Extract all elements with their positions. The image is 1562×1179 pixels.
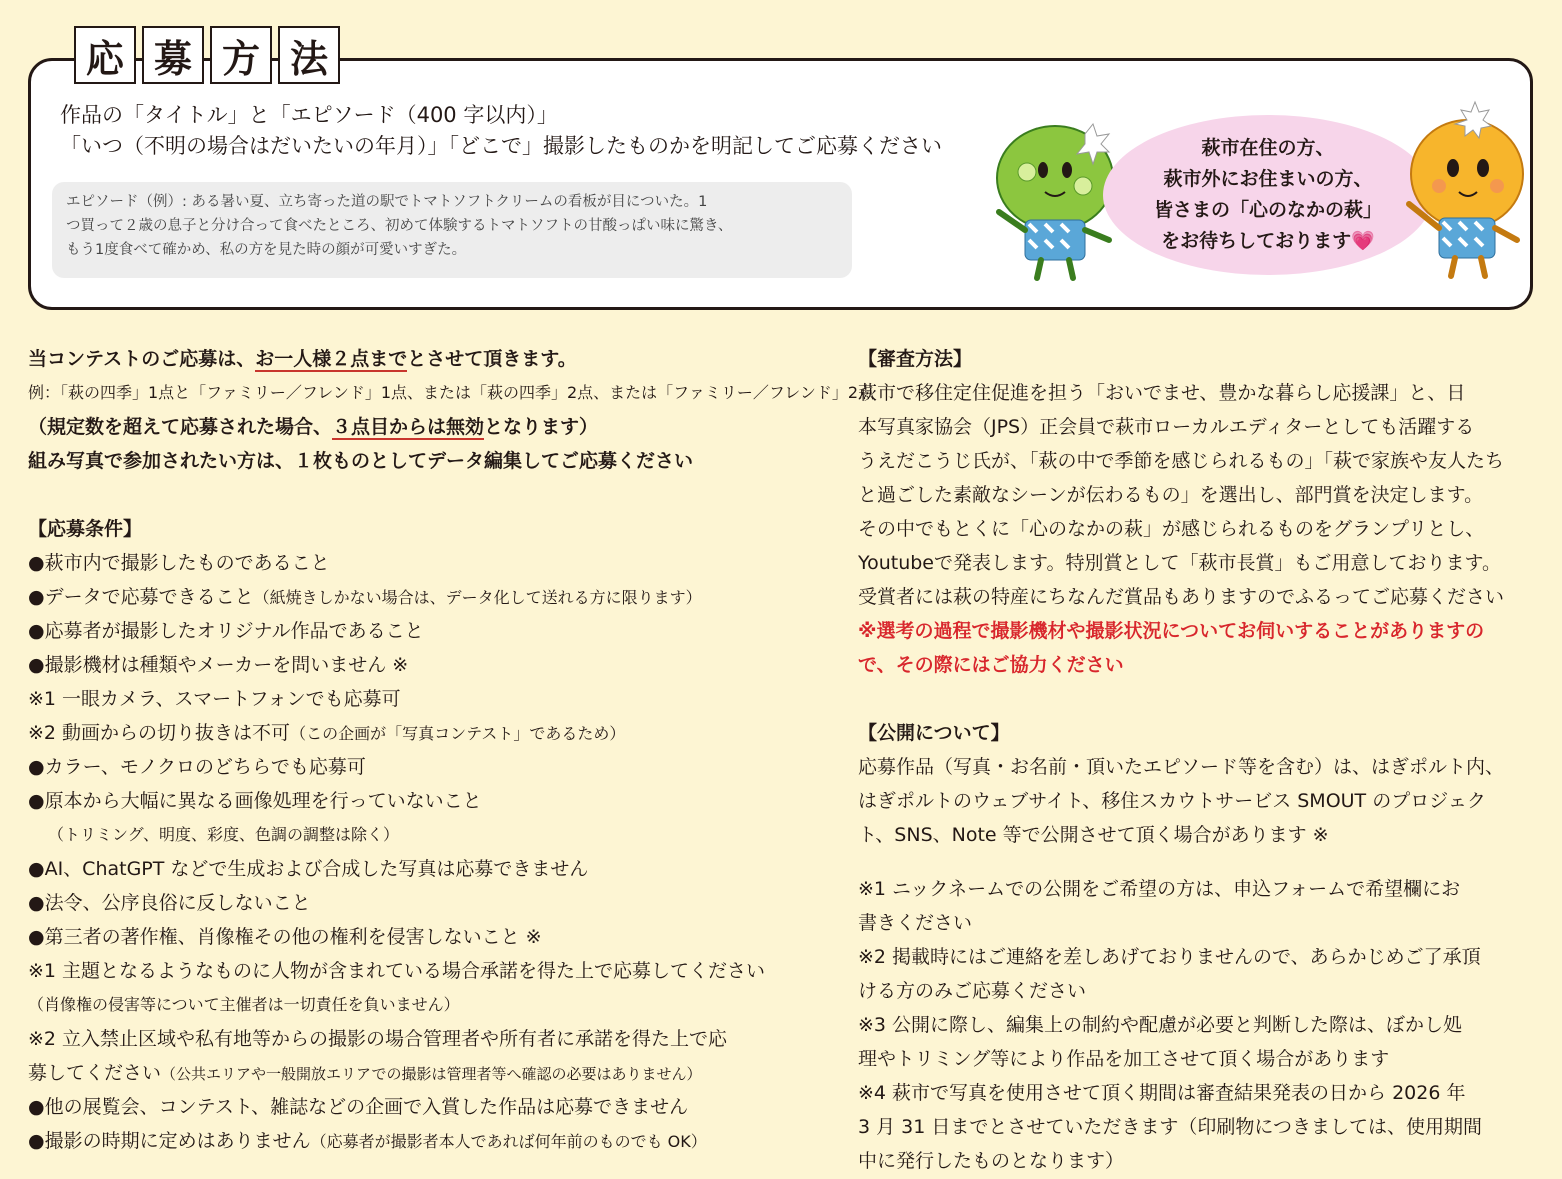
bubble-text <box>1103 133 1433 257</box>
condition-item: ※2 立入禁止区域や私有地等からの撮影の場合管理者や所有者に承諾を得た上で応 <box>28 1028 728 1050</box>
bubble-line: 萩市外にお住まいの方、 <box>1163 168 1373 190</box>
review-line: 本写真家協会（JPS）正会員で萩市ローカルエディターとしても活躍する <box>858 416 1475 438</box>
review-line: と過ごした素敵なシーンが伝わるもの」を選出し、部門賞を決定します。 <box>858 484 1484 506</box>
publication-note: 理やトリミング等により作品を加工させて頂く場合があります <box>858 1048 1390 1070</box>
episode-line: エピソード（例）: ある暑い夏、立ち寄った道の駅でトマトソフトクリームの看板が目についた。1 <box>66 194 708 210</box>
title-char: 方 <box>210 26 272 84</box>
review-notice: ※選考の過程で撮影機材や撮影状況についてお伺いすることがありますの <box>858 620 1485 642</box>
publication-note: 3 月 31 日までとさせていただきます（印刷物につきましては、使用期間 <box>858 1116 1483 1138</box>
condition-item: ●他の展覧会、コンテスト、雑誌などの企画で入賞した作品は応募できません <box>28 1096 689 1118</box>
left-column <box>28 342 874 1158</box>
limit-line: 組み写真で参加されたい方は、１枚ものとしてデータ編集してご応募ください <box>28 450 694 472</box>
publication-note: ※3 公開に際し、編集上の制約や配慮が必要と判断した際は、ぼかし処 <box>858 1014 1463 1036</box>
condition-item: ※2 動画からの切り抜きは不可（この企画が「写真コンテスト」であるため） <box>28 722 626 744</box>
title-char: 法 <box>278 26 340 84</box>
condition-item: ●法令、公序良俗に反しないこと <box>28 892 311 914</box>
publication-note: ※4 萩市で写真を使用させて頂く期間は審査結果発表の日から 2026 年 <box>858 1082 1466 1104</box>
publication-note: ける方のみご応募ください <box>858 980 1087 1002</box>
condition-item: ●撮影機材は種類やメーカーを問いません ※ <box>28 654 409 676</box>
episode-line: つ買って２歳の息子と分け合って食べたところ、初めて体験するトマトソフトの甘酸っぱい味に驚き、 <box>66 218 733 234</box>
review-line: うえだこうじ氏が、「萩の中で季節を感じられるもの」「萩で家族や友人たち <box>858 450 1505 472</box>
publication-note: ※1 ニックネームでの公開をご希望の方は、申込フォームで希望欄にお <box>858 878 1461 900</box>
condition-item: （トリミング、明度、彩度、色調の調整は除く） <box>48 825 400 844</box>
condition-item: （肖像権の侵害等について主催者は一切責任を負いません） <box>28 995 460 1014</box>
bubble-line: 萩市在住の方、 <box>1201 137 1335 159</box>
review-line: Youtubeで発表します。特別賞として「萩市長賞」もご用意しております。 <box>858 552 1501 574</box>
intro-line: 「いつ（不明の場合はだいたいの年月）」「どこで」撮影したものかを明記してご応募ください <box>60 134 942 158</box>
limit-line: （規定数を超えて応募された場合、３点目からは無効となります） <box>28 416 599 438</box>
bubble-line: 皆さまの「心のなかの萩」 <box>1153 199 1382 221</box>
publication-note: 中に発行したものとなります） <box>858 1150 1125 1172</box>
condition-item: ●応募者が撮影したオリジナル作品であること <box>28 620 424 642</box>
condition-item: ※1 主題となるようなものに人物が含まれている場合承諾を得た上で応募してください <box>28 960 766 982</box>
condition-item: ●萩市内で撮影したものであること <box>28 552 330 574</box>
limit-line: 当コンテストのご応募は、お一人様２点までとさせて頂きます。 <box>28 348 577 370</box>
limit-example: 例：「萩の四季」1点と「ファミリー／フレンド」1点、または「萩の四季」2点、または「ファミリー／フレンド」2点 <box>28 383 875 402</box>
review-line: 受賞者には萩の特産にちなんだ賞品もありますのでふるってご応募ください <box>858 586 1505 608</box>
title-char: 応 <box>74 26 136 84</box>
condition-item: ●原本から大幅に異なる画像処理を行っていないこと <box>28 790 482 812</box>
condition-item: ※1 一眼カメラ、スマートフォンでも応募可 <box>28 688 401 710</box>
publication-line: ト、SNS、Note 等で公開させて頂く場合があります ※ <box>858 824 1329 846</box>
conditions-heading: 【応募条件】 <box>28 518 143 540</box>
review-line: 萩市で移住定住促進を担う「おいでませ、豊かな暮らし応援課」と、日 <box>858 382 1466 404</box>
intro-text <box>60 100 942 162</box>
review-line: その中でもとくに「心のなかの萩」が感じられるものをグランプリとし、 <box>858 518 1485 540</box>
condition-item: ●第三者の著作権、肖像権その他の権利を侵害しないこと ※ <box>28 926 542 948</box>
review-heading: 【審査方法】 <box>858 348 973 370</box>
publication-line: 応募作品（写真・お名前・頂いたエピソード等を含む）は、はぎポルト内、 <box>858 756 1505 778</box>
publication-note: ※2 掲載時にはご連絡を差しあげておりませんので、あらかじめご了承頂 <box>858 946 1481 968</box>
right-column <box>858 342 1504 1178</box>
condition-item: ●AI、ChatGPT などで生成および合成した写真は応募できません <box>28 858 589 880</box>
bubble-line: をお待ちしております💗 <box>1161 230 1375 252</box>
publication-line: はぎポルトのウェブサイト、移住スカウトサービス SMOUT のプロジェク <box>858 790 1486 812</box>
intro-line: 作品の「タイトル」と「エピソード（400 字以内）」 <box>60 103 558 127</box>
condition-item: ●撮影の時期に定めはありません（応募者が撮影者本人であれば何年前のものでも OK） <box>28 1130 707 1152</box>
condition-item: ●カラー、モノクロのどちらでも応募可 <box>28 756 366 778</box>
page-title <box>74 26 340 84</box>
title-char: 募 <box>142 26 204 84</box>
publication-heading: 【公開について】 <box>858 722 1010 744</box>
publication-note: 書きください <box>858 912 973 934</box>
orange-citrus-mascot-icon <box>1395 100 1535 280</box>
episode-example-box <box>52 182 852 278</box>
heart-icon: 💗 <box>1351 230 1375 252</box>
condition-item: ●データで応募できること（紙焼きしかない場合は、データ化して送れる方に限ります） <box>28 586 702 608</box>
condition-item: 募してください（公共エリアや一般開放エリアでの撮影は管理者等へ確認の必要はありません） <box>28 1062 702 1084</box>
review-notice: で、その際にはご協力ください <box>858 654 1124 676</box>
episode-line: もう1度食べて確かめ、私の方を見た時の顔が可愛いすぎた。 <box>66 242 467 258</box>
